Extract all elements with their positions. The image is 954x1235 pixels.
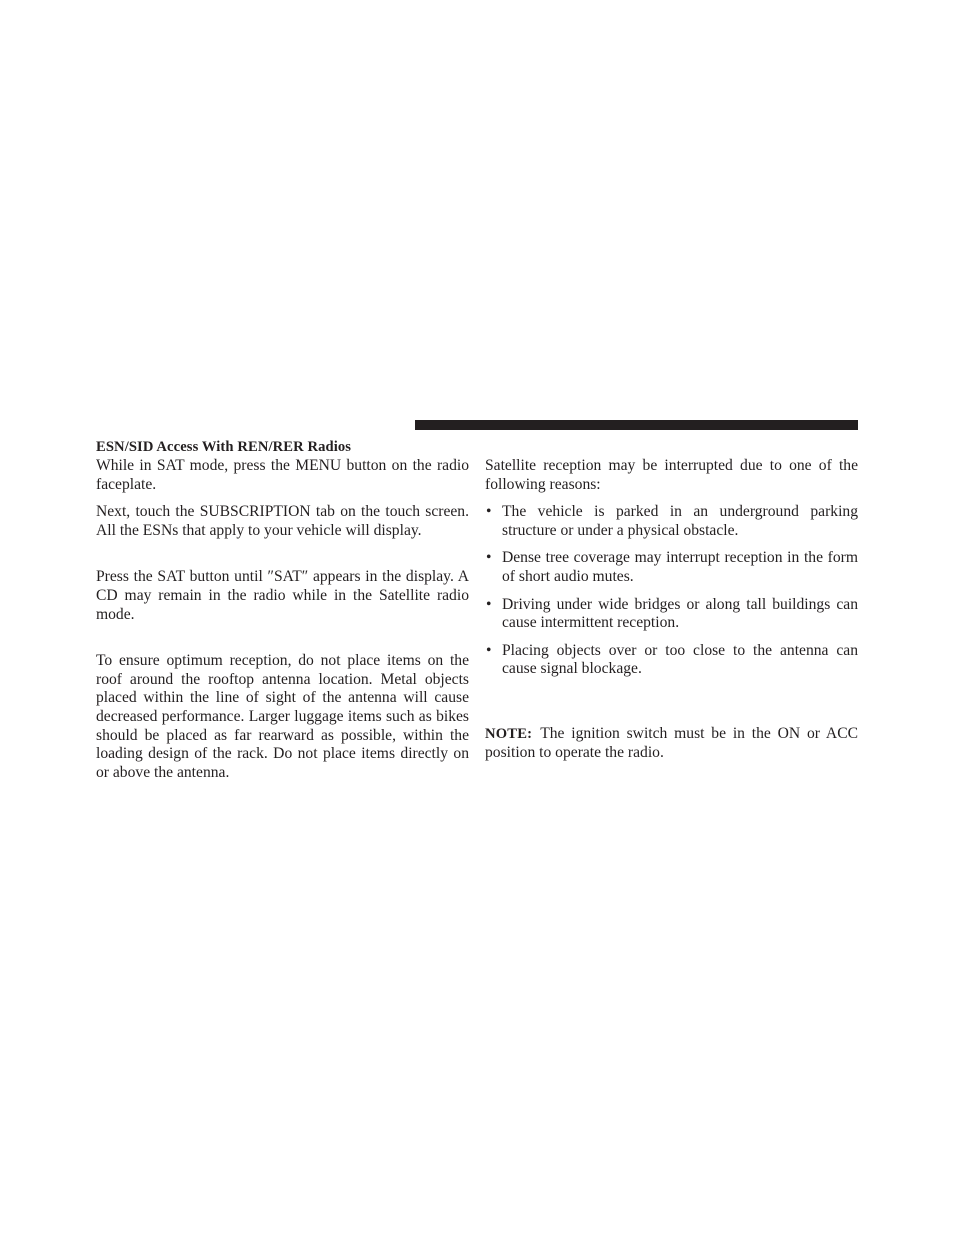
paragraph-reception-tips: To ensure optimum reception, do not place items on the roof around the rooftop antenna location. Metal objects placed within the line of sight of the antenna will cause decreased performance. Larger luggage items such as bikes should be placed as far rearward as possible, within the loading design of the rack. Do not place items directly on or above the antenna. [96,652,469,781]
bullet-icon: • [486,503,492,521]
list-item-text: Driving under wide bridges or along tall buildings can cause intermittent reception. [502,595,858,632]
note-text: The ignition switch must be in the ON or ACC position to operate the radio. [485,724,858,761]
list-item [485,503,858,540]
bullet-icon: • [486,595,492,613]
list-item-text: Dense tree coverage may interrupt reception in the form of short audio mutes. [502,549,858,585]
bullet-icon: • [486,641,492,659]
bullet-icon: • [486,549,492,567]
list-item [485,642,858,679]
list-item-text: The vehicle is parked in an underground parking structure or under a physical obstacle. [502,503,858,539]
section-heading: ESN/SID Access With REN/RER Radios [96,439,352,455]
paragraph-menu: While in SAT mode, press the MENU button on the radio faceplate. [96,457,469,493]
list-item [485,549,858,586]
note-paragraph [485,725,858,762]
list-item [485,596,858,633]
paragraph-interruption-intro: Satellite reception may be interrupted due to one of the following reasons: [485,457,858,493]
paragraph-subscription: Next, touch the SUBSCRIPTION tab on the touch screen. All the ESNs that apply to your vehicle will display. [96,503,469,539]
note-label: NOTE: [485,725,533,742]
left-column [96,438,469,782]
paragraph-sat-button: Press the SAT button until ″SAT″ appears in the display. A CD may remain in the radio while in the Satellite radio mode. [96,568,469,623]
header-rule [415,420,858,430]
list-item-text: Placing objects over or too close to the antenna can cause signal blockage. [502,641,858,678]
interruption-reasons-list [485,503,858,679]
right-column [485,457,858,762]
